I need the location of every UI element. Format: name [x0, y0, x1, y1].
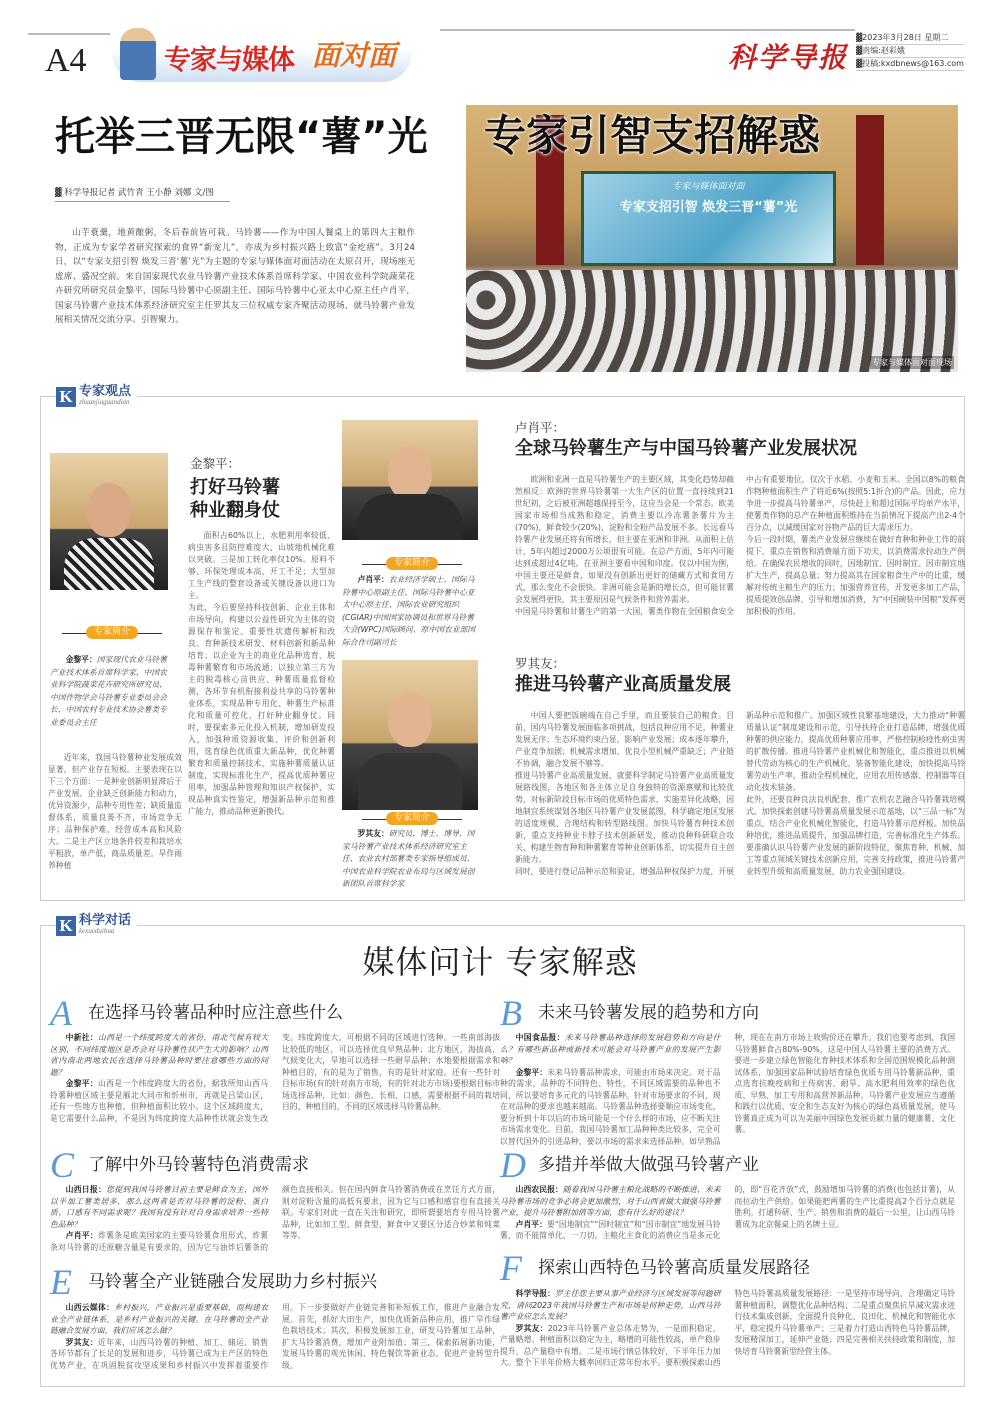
- qa-heading: [500, 1145, 759, 1185]
- headline-sub: 专家引智支招解惑: [484, 111, 821, 160]
- qa-body: [500, 1032, 955, 1147]
- section-pinyin: kexueduihua: [79, 927, 115, 935]
- answerer: 罗其友：: [65, 1337, 99, 1347]
- question: [500, 1184, 721, 1219]
- bio-name: 罗其友：: [357, 829, 389, 838]
- qa-heading: [50, 993, 343, 1033]
- contact-email: ▓投稿:kxdbnews@163.com: [856, 58, 964, 71]
- answer-text: 近年来，山西马铃薯的种植、加工、储运、销售各环节都有了长足的发展和进步，马铃薯已成为主产区的特色优势产业，在巩固脱贫攻坚成果和乡村振兴中发挥着重要作用。下一步要做好产业链完善和补短板工作，推进产业融合发展。首先，抓好大田生产，加快优质新品种应用，推广旱作绿色栽培技术；其次，积极发展加工业，研发马铃薯加工品种，扩大马铃薯消费，增加产业附加值；第三，探索拓展新功能，发展马铃薯的观光休闲、特色餐饮等新业态，促进产业转型升级。: [50, 1303, 500, 1370]
- section-label-science-dialogue: [56, 915, 137, 936]
- qa-letter: A: [50, 993, 72, 1033]
- issue-date: ▓2023年3月28日 星期二: [856, 32, 964, 45]
- bio-text: 国家现代农业马铃薯产业技术体系首席科学家、中国农业科学院蔬菜花卉研究所研究员、中国作物学会马铃薯专业委员会会长、中国农村专业技术协会薯类专业委员会主任: [50, 655, 167, 727]
- qa-letter: D: [500, 1145, 526, 1185]
- expert-name: 金黎平：: [190, 456, 241, 471]
- projection-screen: [581, 171, 836, 266]
- question-text: 山西是一个纬度跨度大的省份，南北气候有较大区别，不同纬度地区是否会对马铃薯性状产生大的影响？山西省内南北两地农民在选择马铃薯品种时要注意哪些方面的问题？: [50, 1033, 269, 1077]
- bio-lu: [342, 574, 480, 649]
- qa-title: 多措并举做大做强马铃薯产业: [538, 1155, 759, 1175]
- expert-name: 罗其友：: [515, 656, 566, 671]
- qa-letter: B: [500, 993, 522, 1033]
- article-text: 中国人要把饭碗端在自己手里，而且要装自己的粮食。目前，国内马铃薯发展面临多项挑战，包括良种应用不足，种薯业发展无序；生态环境约束凸显，影响产业发展；成本逐年攀升，产业竞争加剧；机械需求增加，优良小型机械严重缺乏；产业链不协调，融合发展不够等。 推进马铃薯产业高质量发展，就要科学制定马铃薯产业高质量发展路线图，各地区和各主体立足自身独特的资源禀赋和比较优势，对标新阶段目标市场的优质特色需求，实施差异化战略，因地制宜系统谋划各地区马铃薯产业发展蓝图，科学确定地区发展的适度规模、合理结构和转型路线图。加快马铃薯育种技术创新，重点支持种业卡脖子技术创新研发，推动良种科研联合攻关，构建生物育种和种薯繁育等种业创新体系，切实提升自主创新能力。 同时，要进行登记品种示范和验证，增强品种权保护力度，开展新品种示范和推广。加强区域性良繁基地建设，大力推动“种薯质量认证”制度建设和示范，引导扶持企业打造品牌，增强优质种薯的供应能力，提高优质种薯应用率，严格控制检疫性病虫害的扩散传播。推进马铃薯产业机械化和智能化，重点推进以机械替代劳动为核心的生产机械化、装备智能化建设，加快提高马铃薯劳动生产率，推动全程机械化，应用农用传感器、控制器等自动化技术装备。 此外，还要良种良法良机配套，推广农机农艺融合马铃薯栽培模式。加快探索创建马铃薯高质量发展示范基地，以“三品一标”为重点，结合产业化机械化智能化，打造马铃薯示范样板。加快品种培优，推进品质提升，加强品牌打造，完善标准化生产体系。要准确认识马铃薯产业发展的新阶段特征，聚焦育种、机械、加工等重点领域关键技术创新应用，完善支持政策，推进马铃薯产业转型升级和高质量发展，助力农业强国建设。: [515, 711, 965, 876]
- article-text: 近年来，我国马铃薯种业发展成效显著，但产业存在短板。主要表现在以下三个方面：一是种业创新明显滞后于产业发展。企业缺乏创新能力和动力，优异资源少，品种专用性差；缺质量监督体系，质量良莠不齐，市场竞争无序；品种保护难，经营成本高和风险大。二是主产区立地条件较差和栽培水平粗放，单产低，商品质量差。旱作雨养种植: [48, 753, 182, 870]
- article-title: 推进马铃薯产业高质量发展: [515, 674, 731, 695]
- bio-label: 专家简介: [86, 626, 138, 639]
- qa-title: 探索山西特色马铃薯高质量发展路径: [538, 1258, 810, 1278]
- intro-paragraph: 山芋蓑羹，地黄酿粥，冬后春前皆可栽。马铃薯——作为中国人餐桌上的第四大主粮作物，正成为专家学者研究探索的食界“新宠儿”，亦成为乡村振兴路上致富“金疙瘩”。3月24日，以“专家支招引智 焕发三晋‘薯’光”为主题的专家与媒体面对面活动在太原召开，现场座无虚席、盛况空前。来自国家现代农业马铃薯产业技术体系首席科学家、中国农业科学院蔬菜花卉研究所研究员金黎平，国际马铃薯中心原副主任、国际马铃薯中心亚太中心原主任卢肖平，国家马铃薯产业技术体系经济研究室主任罗其友三位权威专家齐聚活动现场，就马铃薯产业发展相关情况交流分享、引智聚力。: [55, 228, 415, 325]
- question: [500, 1288, 721, 1323]
- k-logo-icon: K: [56, 916, 76, 936]
- answer-text: 要“因地制宜”“因时制宜”和“因市制宜”地发展马铃薯，而不能简单化、一刀切。主粮化主食化的消费应当是多元化的，即“百花齐放”式，鼓励增加马铃薯的消费(也包括甘薯)，从而拉动生产供给。如果能把两薯的生产比重提高2个百分点就是胜利。打通科研、生产、销售和消费的最后一公里，让山西马铃薯成为北京餐桌上的名牌土豆。: [500, 1185, 955, 1240]
- asker: 山西日报：: [65, 1185, 107, 1194]
- curtain: [856, 115, 884, 265]
- photo-caption: 专家与媒体面对面现场: [872, 358, 952, 367]
- asker: 山西云媒体：: [65, 1303, 115, 1312]
- portrait-jin-liping: [50, 453, 168, 590]
- question-text: 您提到我国马铃薯目前主要是鲜食为主，国外以半加工薯类居多，那么这两者是否对马铃薯的淀粉、蛋白质、口感有不同需求呢？我国有没有针对自身需求培养一些特色品种？: [50, 1185, 269, 1229]
- answerer: 卢肖平：: [515, 1219, 547, 1229]
- column-banner: [112, 26, 412, 82]
- qa-body: [50, 1032, 500, 1124]
- bio-label: 专家简介: [386, 812, 438, 825]
- byline: ▓ 科学导报记者 武竹青 王小静 刘娜 文/图: [55, 186, 230, 202]
- qa-title: 马铃薯全产业链融合发展助力乡村振兴: [88, 1272, 377, 1292]
- portrait-luo-qiyou: [342, 660, 478, 810]
- question-text: 乡村振兴，产业振兴是重要基础，而构建农业全产业链体系，是乡村产业振兴的关键。在马铃薯的全产业链融合发展方面，我们应该怎么做？: [50, 1303, 269, 1335]
- screen-text: 专家支招引智 焕发三晋“薯”光: [619, 200, 798, 215]
- section-pinyin: zhuanjiaguandian: [79, 398, 130, 406]
- qa-letter: C: [50, 1145, 75, 1185]
- qa-title: 在选择马铃薯品种时应注意些什么: [88, 1003, 343, 1023]
- article-text: 欧洲和亚洲一直是马铃薯生产的主要区域，其变化趋势却截然相反：欧洲的世界马铃薯第一大生产区的位置一直持续到21世纪初，之后被亚洲超越保持至今，这应当会是一个常态。欧美国家市场相当成熟和稳定，消费主要以冷冻薯条薯片为主(70%)，鲜食较少(20%)，淀粉和全粉产品发展不多。长远看马铃薯产业发展还将有所增长，但主要在亚洲和非洲。从面积上估计，5年内超过2000万公顷很有可能。在总产方面，5年内可能达到或超过4亿吨。在亚洲主要看中国和印度。仅以中国为例，中国主要还是鲜食，如果没有创新出更好的储藏方式和食用方式，那么变化不会很快。非洲可能会是新的增长点，但可能甘薯会发展得更快，其主要原因是气候条件和营养需求。 中国是马铃薯和甘薯生产的第一大国，薯类作物在全国粮食安全中占有重要地位，仅次于水稻、小麦和玉米。全国以8%的粮食作物种植面积生产了将近6%(按照5:1折合)的产品。因此，应力争进一步提高马铃薯单产，尽快赶上和超过国际平均单产水平，使薯类作物的总产在种植面积维持在当前情况下提高产出2-4个百分点，以减缓国家对谷物产品的巨大需求压力。 今后一段时期，薯类产业发展应继续在做好育种和种业工作的前提下，重点在销售和消费端方面下功夫，以消费需求拉动生产供给。在确保农民增收的同时，因地制宜、因时制宜、因市制宜地扩大生产，提高总量；努力提高其在国家粮食生产中的比重，缓解对传统主粮生产的压力；加强营养宣传，开发更多加工产品，提质提效创品牌，引导和增加消费，为“中国碗装中国粮”发挥更加积极的作用。: [515, 475, 965, 616]
- article-text: 面积占60%以上，水肥利用率较低、病虫害多且防控难度大、山坡地机械化难以突破。三是加工转化率仅10%。原料不够、环保处理成本高，开工不足；大型加工生产线的整套设备或关键设备以进口为主。 为此，今后要坚持科技创新、企业主体和市场导向，构建以公益性研究为主体的资源保存和鉴定、重要性状遗传解析和改良、育种新技术研发、材料创新和新品种培育；以企业为主的商业化品种选育、脱毒种薯繁育和市场流通；以独立第三方为主的脱毒核心苗供应、种薯质量监督检测，各环节有机衔接利益共享的马铃薯种业体系，实现品种专用化、种薯生产标准化和质量可控化，打好种业翻身仗。同时，要探索多元化投入机制，增加研发投入，加强种质资源收集、评价和创新利用，选育绿色优质重大新品种，优化种薯繁育和质量控制技术，实施种薯质量认证制度，实现标准化生产，提高优质种薯应用率，加强品种管理和知识产权保护，实现品种真实性鉴定，增强新品种示范和推广能力，推动品种更新换代。: [188, 531, 335, 816]
- bio-text: 农业经济学硕士、国际马铃薯中心原副主任、国际马铃薯中心亚太中心原主任、国际农业研究组织(CGIAR)中国国家协调员和世界马铃薯大会(WPC)国际顾问、原中国农业部国际合作司副司长: [342, 575, 476, 647]
- headline-main: 托举三晋无限“薯”光: [55, 114, 428, 160]
- qa-heading: [500, 993, 759, 1033]
- qa-heading: [500, 1248, 810, 1288]
- question-text: 未来马铃薯品种选择的发展趋势和方向是什么？有哪些新品种或新技术可能会对马铃薯产业的发展产生影响？: [500, 1033, 721, 1065]
- question-text: 随着我国马铃薯主粮化战略的不断推进，未来马铃薯市场的竞争必将会更加激烈，对于山西省做大做强马铃薯产业，提升马铃薯附加值等方面，您有什么好的建议？: [500, 1185, 721, 1217]
- qa-letter: E: [50, 1262, 72, 1302]
- article-title: 种业翻身仗: [190, 500, 280, 521]
- article-title: 打好马铃薯: [190, 477, 280, 498]
- qa-body: [50, 1184, 500, 1253]
- screen-text: 专家与媒体面对面: [672, 182, 745, 192]
- cartoon-man-icon: [120, 28, 156, 80]
- qa-body: [500, 1288, 955, 1369]
- article-title: 全球马铃薯生产与中国马铃薯产业发展状况: [515, 438, 857, 459]
- answer-text: 2023年马铃薯产业总体走势为，一是面积稳定，产量略增。种植面积以稳定为主，略增的可能性较高，单产稳步提升，总产量稳中有增。二是市场行情总体较好，下半年压力加大。整个下半年价格大概率回归正常年份水平。要积极探索山西特色马铃薯高质量发展路径：一是坚持市场导向，合理确定马铃薯种植面积，调整优化品种结构；二是重点聚焦抗旱减灾需求进行技术集成创新，全面提升良种化、良田化、机械化和智能化水平，稳定提升马铃薯单产；三是着力打造山西特色马铃薯品牌，发展精深加工，延伸产业链；四是完善相关扶持政策和制度，加快培育马铃薯新型经营主体。: [500, 1289, 955, 1367]
- answerer: 卢肖平：: [65, 1231, 99, 1240]
- asker: 科学导报：: [515, 1289, 556, 1298]
- section-label: 专家观点: [79, 384, 132, 399]
- answerer: 罗其友：: [515, 1323, 548, 1333]
- expert-name: 卢肖平：: [515, 420, 566, 435]
- qa-heading: [50, 1262, 377, 1302]
- banner-title-script: 面对面: [312, 39, 397, 72]
- bio-header: [62, 627, 162, 647]
- qa-title: 未来马铃薯发展的趋势和方向: [538, 1003, 759, 1023]
- editor: ▓责编:赵彩娥: [856, 45, 964, 58]
- qa-letter: F: [500, 1248, 522, 1288]
- portrait-lu-xiaoping: [342, 420, 478, 540]
- qa-title: 了解中外马铃薯特色消费需求: [88, 1155, 309, 1175]
- qa-body: [50, 1302, 500, 1371]
- question: [50, 1302, 268, 1337]
- question: [500, 1032, 721, 1067]
- newspaper-logo: 科学导报: [728, 41, 849, 74]
- bio-text: 研究员、博士、博导、国家马铃薯产业技术体系经济研究室主任、农业农村部薯类专家指导组成员、中国农业科学院农业布局与区域发展创新团队首席科学家: [342, 829, 475, 888]
- question: [50, 1184, 268, 1230]
- header-rule: [440, 29, 855, 31]
- issue-info: [856, 32, 964, 71]
- k-logo-icon: K: [56, 387, 76, 407]
- section-label: 科学对话: [79, 913, 132, 928]
- asker: 山西农民报：: [515, 1185, 563, 1194]
- bio-luo: [342, 828, 480, 891]
- bio-jin: [50, 654, 172, 729]
- answer-text: 山西是一个纬度跨度大的省份，据我所知山西马铃薯种植区域主要是雁北大同市和忻州市，再就是吕梁山区，还有一些地方也种植，但种植面积比较小。这个区域跨度大，是它需要什么品种，不是因为纬度跨度大品种性状就会发生改变。纬度跨度大，可根据不同的区域进行选种。一些南部海拔比较低的地区，可以选择优良早熟品种；北方地区，海拔高，气候变化大，旱地可以选择一些耐旱品种；水地要根据需求和种植目的，有的是为了销售，有的是针对家庭。还有一些针对目标市场(有的针对南方市场，有的针对北方市场)要根据目标市场选择品种，比如：颜色、长相、口感，需要根据不同的栽培目的、种植目的，不同的区域选择马铃薯品种。: [50, 1033, 500, 1123]
- bio-name: 卢肖平：: [357, 575, 389, 584]
- question-text: 罗主任您主要从事产业经济与区域发展等问题研究，请问2023年我国马铃薯生产和市场是何种走势，山西马铃薯产业应怎么发展？: [500, 1289, 721, 1321]
- answerer: 金黎平：: [65, 1079, 99, 1088]
- section-label-expert-views: [56, 386, 137, 407]
- qa-body: [500, 1184, 955, 1242]
- asker: 中新社：: [65, 1033, 99, 1042]
- asker: 中国食品报：: [515, 1033, 565, 1042]
- header-rule: [28, 33, 110, 35]
- bio-label: 专家简介: [386, 557, 438, 570]
- answer-text: 未来马铃薯品种需求，可能由市场来决定。对于品种的需求，品种的不同特色、特性，不同区域需要的品种也不同，所以要培育多元化的马铃薯品种。针对市场要求的不同，现在对品种的要求也越来越高。马铃薯品种选择要顺应市场变化，要分析到十年以后的市场可能是一个什么样的市场，应不断关注市场需求变化。目前，我国马铃薯加工品种种类比较多，完全可以替代国外的引进品种，要以市场的需求来选择品种。如早熟品种，现在在南方市场上收购价还在攀升。我们也要考虑到，我国马铃薯鲜食占80%-90%，这是中国人马铃薯主要的消费方式。要进一步建立绿色智能化育种技术体系和全国范围规模化品种测试体系，加强国家品种试验培育绿色优质专用马铃薯新品种，重点选育抗晚疫病和土传病害、耐旱、高水肥利用效率的绿色优质、早熟、加工专用和高营养新品种。马铃薯产业发展应当遵循和践行以优质、安全和生态友好为核心的绿色高质量发展，使马铃薯真正成为可以为美丽中国绿色发展贡献力量的健康薯、文化薯。: [500, 1033, 955, 1146]
- dialogue-title: 媒体问计 专家解惑: [362, 943, 638, 981]
- answer-text: 炸薯条是欧美国家的主要马铃薯食用形式，炸薯条对马铃薯的还原糖含量是有要求的，因为它与油炸后薯条的颜色直接相关。但在国内鲜食马铃薯消费或在烹饪方式方面，则对淀粉含量的高低有要求，因为它与口感和感官也有直接关联。专家们对此一直在关注和研究，即所谓要培育专用马铃薯品种，比如加工型、鲜食型，鲜食中又要区分适合炒菜和炖菜等等。: [50, 1185, 500, 1252]
- event-photo: [466, 105, 958, 372]
- answerer: 金黎平：: [515, 1067, 548, 1077]
- qa-heading: [50, 1145, 309, 1185]
- bio-name: 金黎平：: [65, 655, 97, 664]
- page-number: A4: [45, 42, 87, 79]
- banner-title: 专家与媒体: [164, 45, 294, 76]
- question: [50, 1032, 268, 1078]
